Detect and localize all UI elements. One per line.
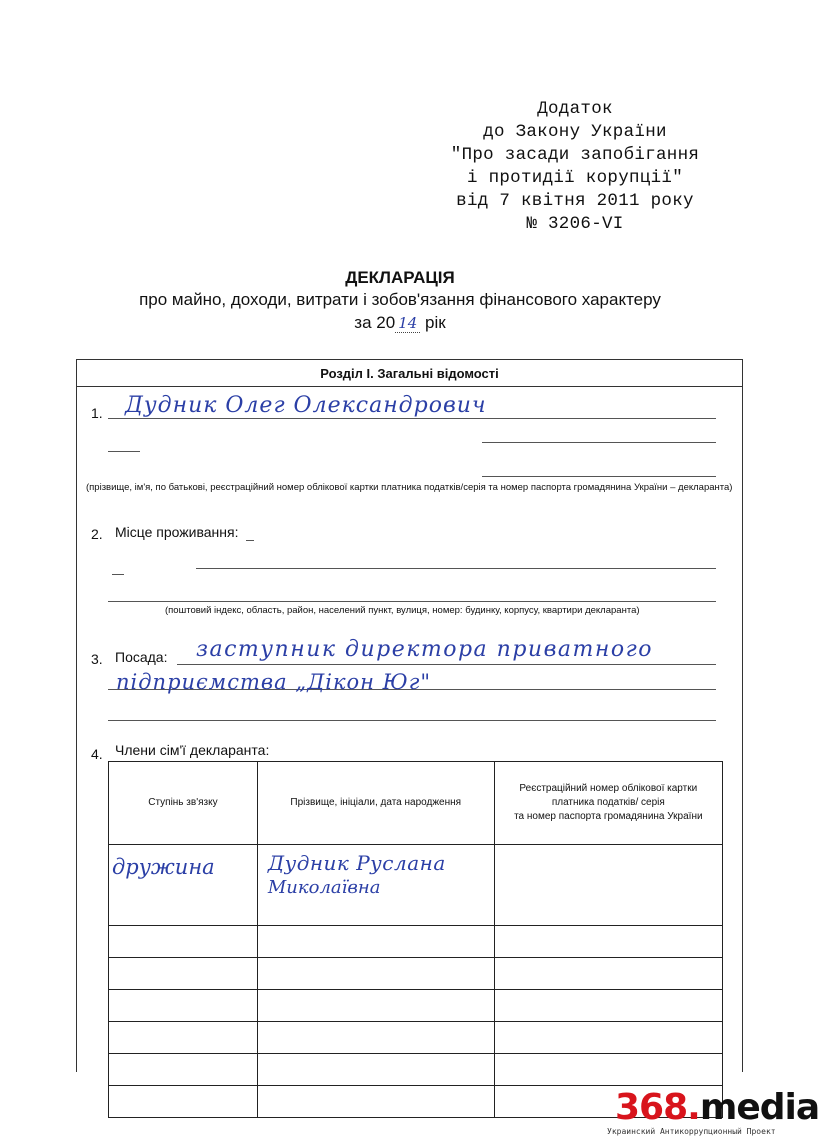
item-1-line-2b <box>482 442 716 443</box>
item-3-line-1 <box>177 664 716 665</box>
member-name-handwritten-line-1: Дудник Руслана <box>267 851 446 875</box>
item-3-line-3 <box>108 720 716 721</box>
appendix-block <box>420 98 730 236</box>
year-handwritten: 14 <box>395 314 420 333</box>
appendix-line-4: і протидії корупції" <box>466 168 684 188</box>
item-1-caption: (прізвище, ім'я, по батькові, реєстраційний номер облікової картки платника податків/серія та номер паспорта громадянина України – декларанта) <box>86 482 733 493</box>
item-2-line-2 <box>108 601 716 602</box>
table-row <box>109 1054 723 1086</box>
appendix-line-3: "Про засади запобігання <box>450 145 700 165</box>
item-1-line-1 <box>108 418 716 419</box>
year-prefix: за 20 <box>354 313 396 332</box>
family-id-cell <box>494 845 722 926</box>
col-relation-header: Ступінь зв'язку <box>109 762 258 845</box>
col-id-header-line-2: платника податків/ серія <box>551 797 665 808</box>
logo-number: 368 <box>615 1087 688 1128</box>
media-watermark-logo <box>615 1087 819 1128</box>
item-2-number: 2. <box>91 526 103 542</box>
section-header-divider <box>76 386 743 387</box>
col-id-header <box>494 762 722 845</box>
appendix-line-5: від 7 квітня 2011 року <box>456 191 694 211</box>
family-table-header <box>109 762 723 845</box>
item-1-line-3 <box>482 476 716 477</box>
col-id-header-line-3: та номер паспорта громадянина України <box>514 811 703 822</box>
appendix-line-1: Додаток <box>537 99 613 119</box>
col-id-header-line-1: Реєстраційний номер облікової картки <box>519 783 698 794</box>
col-name-header: Прізвище, ініціали, дата народження <box>257 762 494 845</box>
table-row <box>109 926 723 958</box>
item-1-number: 1. <box>91 405 103 421</box>
family-relation-cell <box>109 845 258 926</box>
member-name-handwritten-line-2: Миколаївна <box>267 877 381 898</box>
logo-tagline: Украинский Антикоррупционный Проект <box>607 1127 776 1136</box>
family-name-cell <box>257 845 494 926</box>
year-suffix: рік <box>425 313 446 332</box>
table-row <box>109 990 723 1022</box>
item-2-dash <box>246 540 254 541</box>
logo-word: media <box>699 1087 819 1128</box>
item-4-number: 4. <box>91 746 103 762</box>
section-title: Розділ І. Загальні відомості <box>320 366 499 381</box>
table-row <box>109 1022 723 1054</box>
appendix-line-6: № 3206-VI <box>526 214 624 234</box>
family-members-table <box>108 761 723 1118</box>
item-1-line-2a <box>108 451 140 452</box>
table-row <box>109 958 723 990</box>
declarant-name-handwritten: Дудник Олег Олександрович <box>125 393 487 418</box>
item-4-label: Члени сім'ї декларанта: <box>115 742 270 758</box>
declaration-year <box>0 313 800 333</box>
item-2-line-1a <box>112 574 124 575</box>
relation-handwritten: дружина <box>112 855 215 879</box>
item-2-line-1b <box>196 568 716 569</box>
position-handwritten-line-1: заступник директора приватного <box>196 637 653 662</box>
item-3-label: Посада: <box>115 649 168 665</box>
appendix-line-2: до Закону України <box>483 122 667 142</box>
item-3-number: 3. <box>91 651 103 667</box>
document-title: ДЕКЛАРАЦІЯ <box>345 268 455 287</box>
item-2-caption: (поштовий індекс, область, район, населений пункт, вулиця, номер: будинку, корпусу, квартири декларанта) <box>165 605 640 616</box>
logo-dot: . <box>687 1087 700 1128</box>
position-handwritten-line-2: підприємства „Дікон Юг" <box>116 670 432 694</box>
item-2-label: Місце проживання: <box>115 524 239 540</box>
document-subtitle: про майно, доходи, витрати і зобов'язання фінансового характеру <box>139 290 661 309</box>
table-row <box>109 845 723 926</box>
